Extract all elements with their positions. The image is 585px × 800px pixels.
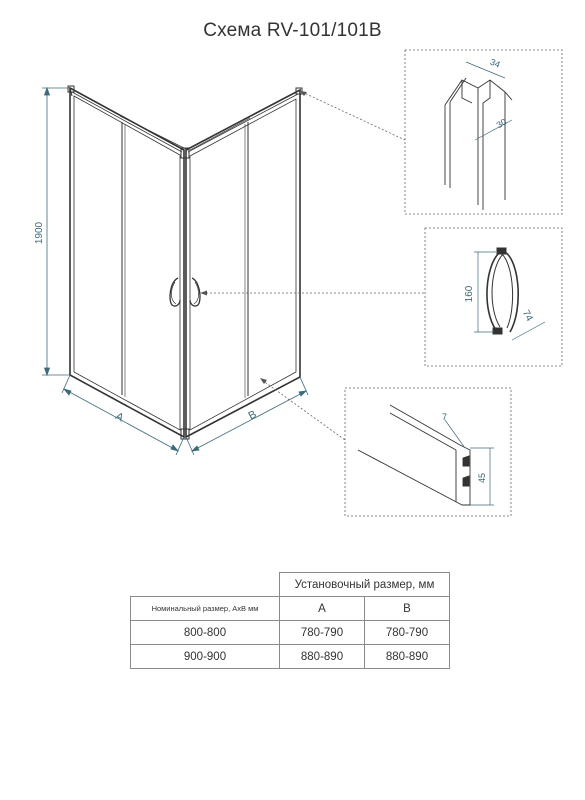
handle-drawing: [487, 248, 518, 334]
handle-depth: 74: [519, 308, 535, 324]
width-b-dimension: [186, 377, 308, 455]
b-cell: 880-890: [365, 645, 450, 669]
table-row: [131, 645, 450, 669]
shower-enclosure: [68, 86, 302, 439]
col-b-header: B: [365, 597, 450, 621]
height-dimension: [42, 88, 70, 375]
profile-dim-1: 34: [488, 56, 502, 70]
table-row: [131, 621, 450, 645]
detail-profile-box: [405, 50, 562, 214]
size-table: [130, 572, 450, 669]
rail-drawing: [358, 405, 470, 505]
a-cell: 780-790: [280, 621, 365, 645]
left-panel-frame: [70, 88, 184, 437]
table-blank-cell: [131, 573, 280, 597]
handle-height: 160: [464, 285, 475, 303]
width-a-label: A: [113, 410, 126, 425]
right-panel-frame: [186, 90, 300, 437]
detail-rail-box: [345, 388, 511, 516]
detail-handle-box: [425, 228, 562, 366]
width-b-label: B: [246, 408, 259, 423]
nominal-cell: 800-800: [131, 621, 280, 645]
table-subheader-row: [131, 597, 450, 621]
rail-thickness: 7: [442, 412, 448, 422]
profile-dim-2: 30: [494, 116, 509, 131]
b-cell: 780-790: [365, 621, 450, 645]
handle-dimensions: [474, 252, 545, 340]
page-title: Схема RV-101/101B: [203, 20, 382, 41]
nominal-cell: 900-900: [131, 645, 280, 669]
a-cell: 880-890: [280, 645, 365, 669]
rail-height: 45: [477, 472, 487, 484]
leader-lines: [202, 92, 425, 440]
height-label: 1900: [34, 221, 45, 245]
profile-drawing: [445, 78, 512, 210]
table-header-row: [131, 573, 450, 597]
table-group-header: Установочный размер, мм: [280, 573, 450, 597]
nominal-size-header: Номинальный размер, АхВ мм: [131, 597, 280, 621]
col-a-header: A: [280, 597, 365, 621]
rail-dimensions: [445, 420, 494, 505]
